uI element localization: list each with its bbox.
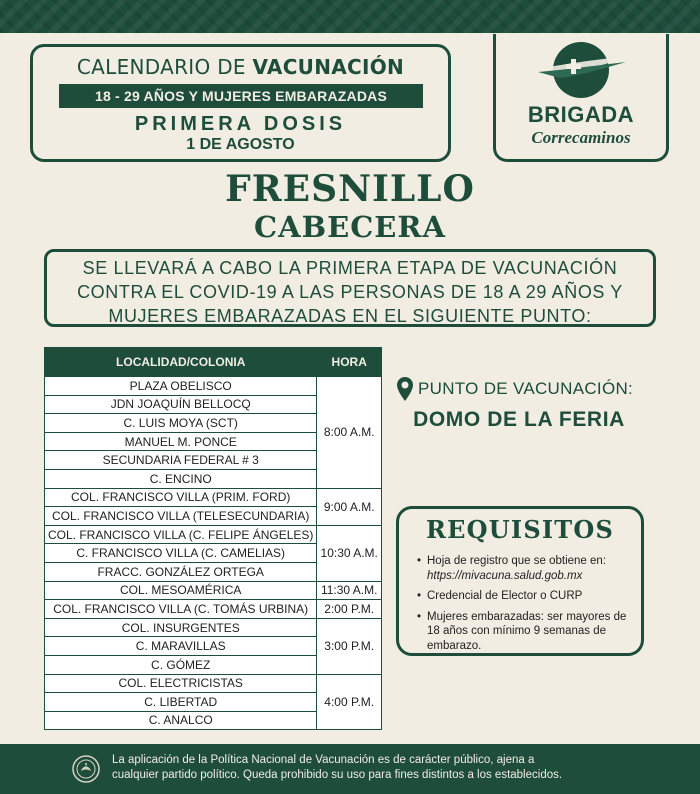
requirements-list: [417, 554, 639, 659]
footer-disclaimer: [112, 753, 682, 783]
requirements-box: [396, 506, 644, 656]
district-title: CABECERA: [254, 210, 446, 244]
requirement-item: • Mujeres embarazadas: ser mayores de 18 años con mínimo 9 semanas de embarazo.: [417, 610, 639, 654]
vaccination-point-value: DOMO DE LA FERIA: [413, 408, 625, 431]
table-row: [45, 618, 382, 637]
locality-cell: C. LUIS MOYA (SCT): [45, 414, 317, 433]
requirement-item: [417, 554, 639, 583]
city-title: FRESNILLO: [225, 168, 475, 210]
hour-cell: 3:00 P.M.: [317, 618, 382, 674]
locality-cell: C. LIBERTAD: [45, 693, 317, 712]
calendar-title-bold: VACUNACIÓN: [252, 55, 405, 79]
age-group-banner: 18 - 29 AÑOS Y MUJERES EMBARAZADAS: [59, 84, 423, 108]
roadrunner-cross-logo-icon: [526, 40, 636, 102]
table-row: [45, 674, 382, 693]
brigade-box: [493, 34, 669, 162]
schedule-table: [44, 347, 382, 730]
hour-cell: 9:00 A.M.: [317, 488, 382, 525]
table-row: [45, 525, 382, 544]
locality-cell: C. FRANCISCO VILLA (C. CAMELIAS): [45, 544, 317, 563]
vaccination-point-label: PUNTO DE VACUNACIÓN:: [418, 379, 634, 398]
hour-cell: 8:00 A.M.: [317, 377, 382, 489]
notice-line: SE LLEVARÁ A CABO LA PRIMERA ETAPA DE VACUNACIÓN: [82, 258, 618, 278]
map-pin-icon: [396, 376, 414, 402]
footer-bar: [0, 744, 700, 794]
locality-cell: C. GÓMEZ: [45, 655, 317, 674]
locality-cell: COL. ELECTRICISTAS: [45, 674, 317, 693]
locality-cell: FRACC. GONZÁLEZ ORTEGA: [45, 562, 317, 581]
requirements-title: REQUISITOS: [426, 515, 614, 544]
column-header-hour: HORA: [317, 348, 382, 377]
hour-cell: 2:00 P.M.: [317, 600, 382, 619]
locality-cell: JDN JOAQUÍN BELLOCQ: [45, 395, 317, 414]
dose-date: 1 DE AGOSTO: [186, 136, 295, 153]
table-row: [45, 600, 382, 619]
locality-cell: COL. INSURGENTES: [45, 618, 317, 637]
decorative-header-band: [0, 0, 700, 33]
locality-cell: MANUEL M. PONCE: [45, 432, 317, 451]
locality-cell: COL. FRANCISCO VILLA (TELESECUNDARIA): [45, 507, 317, 526]
brigade-name: BRIGADA: [527, 102, 635, 127]
mexico-seal-icon: [72, 755, 100, 783]
table-row: [45, 377, 382, 396]
dose-title: PRIMERA DOSIS: [134, 113, 347, 135]
table-row: [45, 488, 382, 507]
brigade-subtitle: Correcaminos: [531, 128, 631, 147]
notice-box: [44, 249, 656, 327]
locality-cell: COL. MESOAMÉRICA: [45, 581, 317, 600]
locality-cell: COL. FRANCISCO VILLA (C. FELIPE ÁNGELES): [45, 525, 317, 544]
hour-cell: 11:30 A.M.: [317, 581, 382, 600]
schedule-header-row: [45, 348, 382, 377]
column-header-locality: LOCALIDAD/COLONIA: [45, 348, 317, 377]
calendar-title: [33, 55, 448, 79]
locality-cell: SECUNDARIA FEDERAL # 3: [45, 451, 317, 470]
locality-cell: C. ENCINO: [45, 469, 317, 488]
calendar-box: [30, 44, 451, 162]
table-row: [45, 581, 382, 600]
requirement-text: Hoja de registro que se obtiene en:: [427, 555, 607, 567]
footer-line: cualquier partido político. Queda prohibido su uso para fines distintos a los establecidos.: [112, 769, 563, 781]
hour-cell: 10:30 A.M.: [317, 525, 382, 581]
notice-line: CONTRA EL COVID-19 A LAS PERSONAS DE 18 A 29 AÑOS Y: [77, 282, 623, 302]
registration-link[interactable]: https://mivacuna.salud.gob.mx: [427, 569, 583, 582]
locality-cell: C. ANALCO: [45, 711, 317, 730]
requirement-item: • Credencial de Elector o CURP: [417, 589, 639, 604]
locality-cell: COL. FRANCISCO VILLA (C. TOMÁS URBINA): [45, 600, 317, 619]
locality-cell: COL. FRANCISCO VILLA (PRIM. FORD): [45, 488, 317, 507]
notice-line: MUJERES EMBARAZADAS EN EL SIGUIENTE PUNTO:: [108, 306, 592, 326]
locality-cell: PLAZA OBELISCO: [45, 377, 317, 396]
footer-line: La aplicación de la Política Nacional de Vacunación es de carácter público, ajena a: [112, 754, 535, 766]
locality-cell: C. MARAVILLAS: [45, 637, 317, 656]
calendar-title-regular: CALENDARIO DE: [76, 55, 253, 79]
vaccination-point-label-row: [396, 376, 633, 402]
hour-cell: 4:00 P.M.: [317, 674, 382, 730]
